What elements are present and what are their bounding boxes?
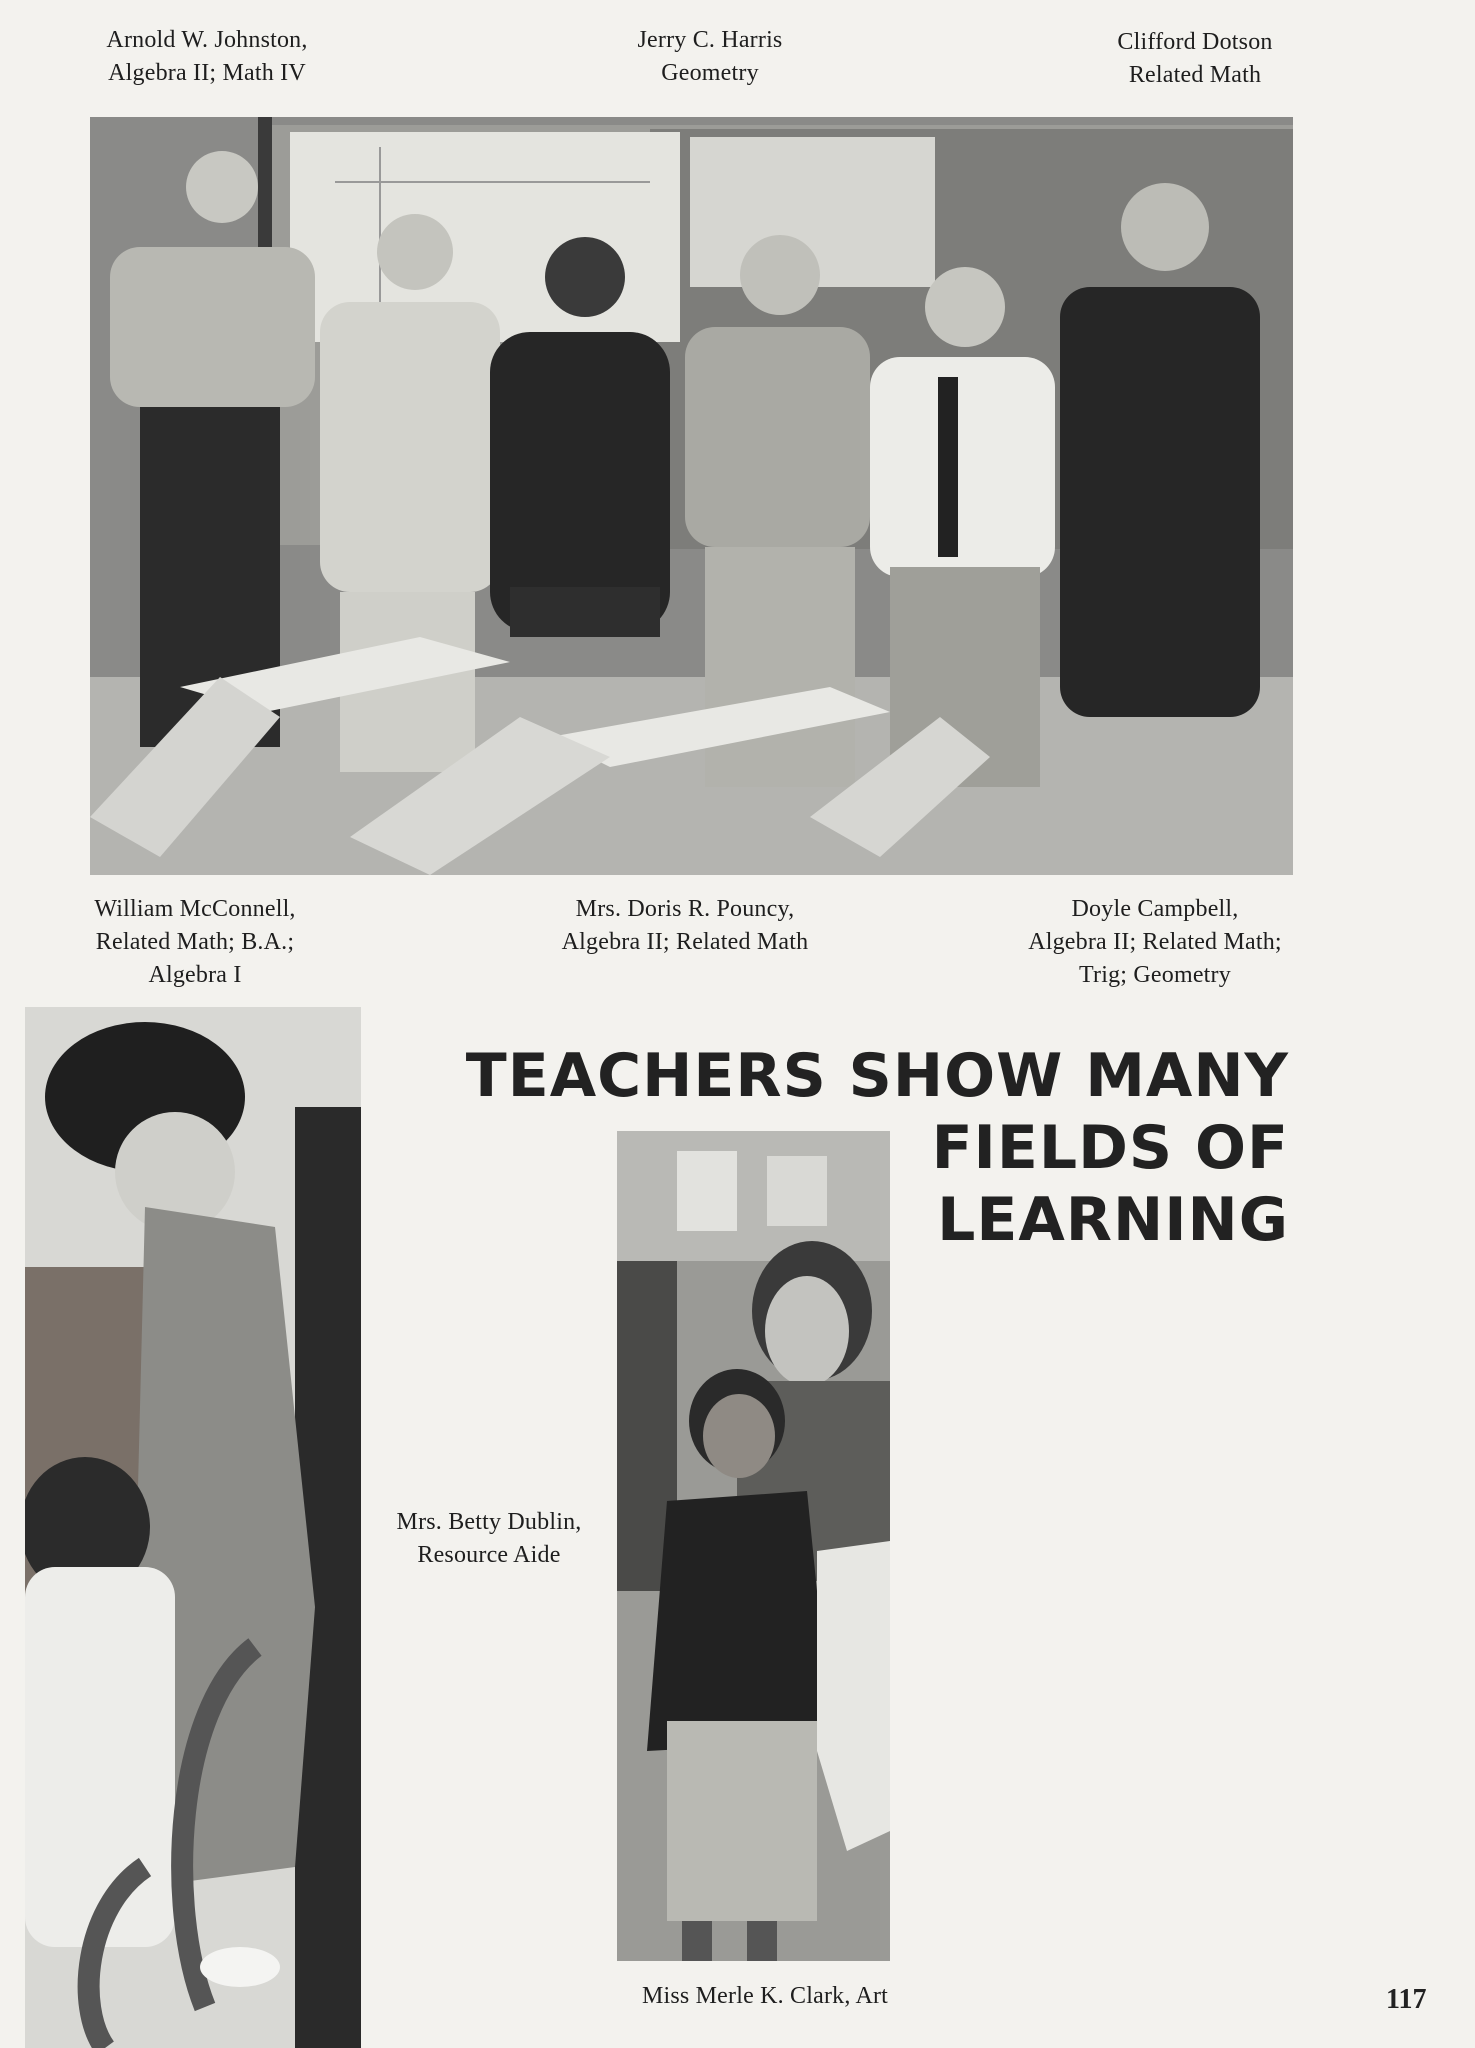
page-number: 117 [1386,1984,1427,2015]
caption-subjects: Algebra II; Related Math [561,929,809,955]
caption-merle-clark [600,1980,930,2013]
caption-name: William McConnell, [94,896,296,922]
caption-clifford-dotson [1080,26,1310,92]
photo-merle-clark [617,1131,890,1961]
caption-name: Mrs. Betty Dublin, [396,1509,582,1535]
caption-subjects-line3: Trig; Geometry [1079,962,1231,988]
caption-subjects: Related Math [1128,62,1262,88]
caption-role: Resource Aide [417,1542,561,1568]
caption-william-mcconnell [80,893,310,992]
group-photo-image [90,117,1293,875]
caption-name: Clifford Dotson [1117,29,1273,55]
caption-arnold-johnston [72,24,342,90]
caption-jerry-harris [580,24,840,90]
caption-doris-pouncy [530,893,840,959]
caption-name: Miss Merle K. Clark, Art [641,1983,889,2009]
photo-betty-dublin-image [25,1007,361,2048]
caption-name: Doyle Campbell, [1071,896,1239,922]
caption-subjects-line2: Algebra II; Related Math; [1028,929,1282,955]
caption-name: Jerry C. Harris [637,27,783,53]
headline-line-1: TEACHERS SHOW MANY [465,1041,1289,1111]
caption-subjects-line2: Related Math; B.A.; [95,929,295,955]
headline-line-3: LEARNING [937,1185,1289,1255]
group-photo-math-teachers [90,117,1293,875]
caption-name: Mrs. Doris R. Pouncy, [575,896,795,922]
caption-subjects: Algebra II; Math IV [108,60,306,86]
caption-subjects: Geometry [661,60,759,86]
photo-betty-dublin [25,1007,361,2048]
caption-name: Arnold W. Johnston, [106,27,308,53]
caption-betty-dublin [384,1506,594,1572]
caption-doyle-campbell [1000,893,1310,992]
headline-line-2: FIELDS OF [931,1113,1289,1183]
photo-merle-clark-image [617,1131,890,1961]
caption-subjects-line3: Algebra I [148,962,242,988]
